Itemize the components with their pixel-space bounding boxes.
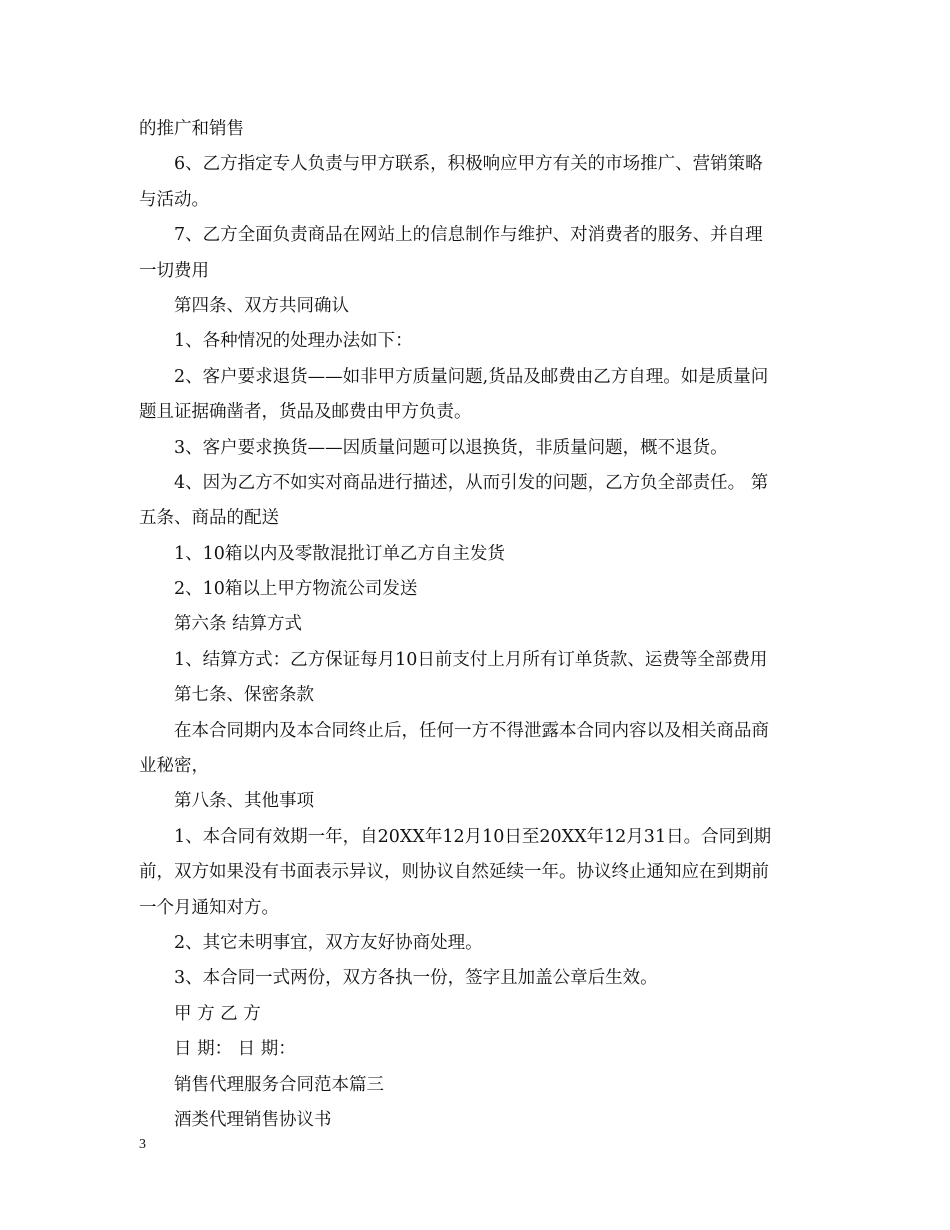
text-line: 3、客户要求换货——因质量问题可以退换货，非质量问题，概不退货。 xyxy=(174,437,728,458)
text-line: 前，双方如果没有书面表示异议，则协议自然延续一年。协议终止通知应在到期前 xyxy=(139,862,769,883)
signature-line: 甲 方 乙 方 xyxy=(174,1003,261,1024)
text-line: 1、10箱以内及零散混批订单乙方自主发货 xyxy=(174,543,505,564)
text-line: 4、因为乙方不如实对商品进行描述，从而引发的问题，乙方负全部责任。 第 xyxy=(174,472,769,493)
text-line: 一切费用 xyxy=(139,260,209,281)
text-line: 与活动。 xyxy=(139,189,209,210)
text-line: 1、本合同有效期一年，自20XX年12月10日至20XX年12月31日。合同到期 xyxy=(174,826,772,847)
page-number: 3 xyxy=(139,1137,146,1152)
section-heading: 第四条、双方共同确认 xyxy=(174,295,349,316)
text-line: 在本合同期内及本合同终止后，任何一方不得泄露本合同内容以及相关商品商 xyxy=(174,720,769,741)
text-line: 的推广和销售 xyxy=(139,119,244,139)
text-line: 7、乙方全面负责商品在网站上的信息制作与维护、对消费者的服务、并自理 xyxy=(174,225,763,246)
text-line: 6、乙方指定专人负责与甲方联系，积极响应甲方有关的市场推广、营销策略 xyxy=(174,154,763,175)
section-title: 酒类代理销售协议书 xyxy=(174,1109,332,1130)
text-line: 3、本合同一式两份，双方各执一份，签字且加盖公章后生效。 xyxy=(174,968,658,989)
section-title: 销售代理服务合同范本篇三 xyxy=(174,1074,384,1095)
text-line: 一个月通知对方。 xyxy=(139,897,279,918)
text-line: 1、各种情况的处理办法如下： xyxy=(174,331,413,352)
text-line: 2、客户要求退货——如非甲方质量问题,货品及邮费由乙方自理。如是质量问 xyxy=(174,366,769,387)
text-line: 2、10箱以上甲方物流公司发送 xyxy=(174,579,418,600)
section-heading: 第七条、保密条款 xyxy=(174,685,314,706)
section-heading: 第六条 结算方式 xyxy=(174,614,303,635)
document-body xyxy=(139,112,811,1138)
text-line: 1、结算方式：乙方保证每月10日前支付上月所有订单货款、运费等全部费用 xyxy=(174,649,768,670)
text-line: 2、其它未明事宜，双方友好协商处理。 xyxy=(174,932,483,953)
text-line: 题且证据确凿者，货品及邮费由甲方负责。 xyxy=(139,402,472,423)
section-heading: 第八条、其他事项 xyxy=(174,791,314,812)
date-line: 日 期： 日 期： xyxy=(174,1039,296,1060)
text-line: 业秘密， xyxy=(139,756,209,777)
section-heading: 五条、商品的配送 xyxy=(139,508,279,529)
